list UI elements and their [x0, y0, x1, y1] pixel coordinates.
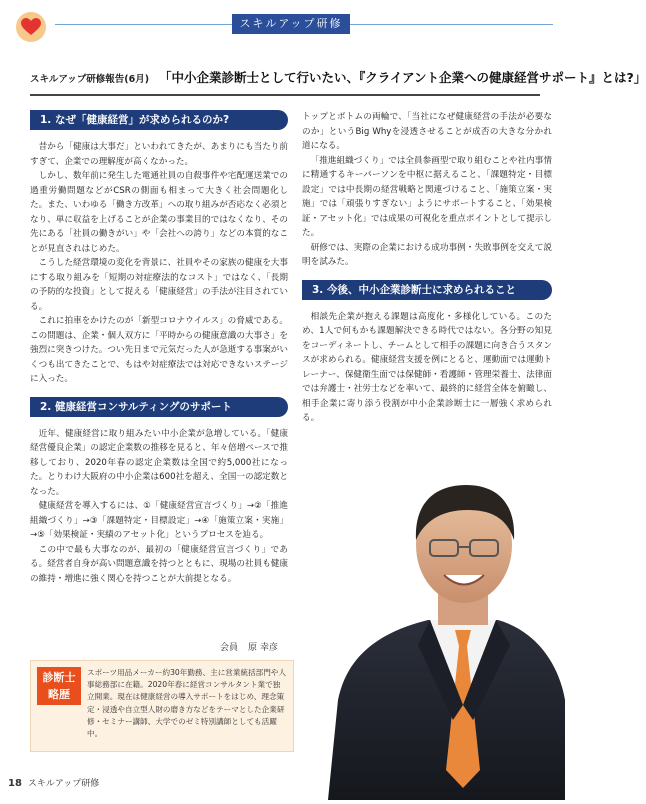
- section1-paragraph: こうした経営環境の変化を背景に、社員やその家族の健康を大事にする取り組みを「短期の対症療法的なコスト」ではなく、「長期の予防的な投資」として捉える「健康経営」の手法が注目されている。: [30, 258, 288, 312]
- portrait-illustration: [318, 470, 565, 800]
- author-photo: [318, 470, 565, 800]
- section3-paragraph: 相談先企業が抱える課題は高度化・多様化している。このため、1人で何もかも課題解決できる時代ではない。各分野の知見をコーディネートし、チームとして相手の課題に向き合うスタンスが求められる。健康経営支援を例にとると、運動面では運動トレーナー、保健衛生面では保健師・看護師・管理栄養士、法律面では弁護士・社労士などを率いて、最終的に経営全体を俯瞰し、相手企業に寄り添う役割が中小企業診断士に一層強く求められる。: [302, 311, 552, 423]
- profile-tag-line2: 略歴: [48, 688, 70, 701]
- author-role: 会員: [220, 643, 239, 653]
- author-credit: [220, 640, 278, 653]
- heart-badge: [16, 12, 46, 42]
- section1-paragraph: 昔から「健康は大事だ」といわれてきたが、あまりにも当たり前すぎて、企業での理解度が高くなかった。: [30, 142, 288, 167]
- section3-heading: 3. 今後、中小企業診断士に求められること: [302, 280, 552, 300]
- profile-text: スポーツ用品メーカー約30年勤務、主に営業統括部門や人事総務部に在籍。2020年春に経営コンサルタント業で独立開業。現在は健康経営の導入サポートをはじめ、理念策定・浸透や自立型人財の磨き方などをテーマとした企業研修・セミナー講師、大学でのゼミ特別講師としても活躍中。: [87, 668, 287, 739]
- page-footer: [8, 776, 99, 789]
- section1-heading: 1. なぜ「健康経営」が求められるのか?: [30, 110, 288, 130]
- report-header: [30, 68, 646, 90]
- profile-box: [30, 660, 294, 752]
- footer-publication: スキルアップ研修: [27, 779, 100, 789]
- heart-icon: [21, 18, 41, 36]
- section-tag: スキルアップ研修: [232, 14, 350, 34]
- section1-paragraph: これに拍車をかけたのが「新型コロナウイルス」の脅威である。この問題は、企業・個人双方に「平時からの健康意識の大事さ」を強烈に突きつけた。つい先日まで元気だった人が急逝する事案がいくつも出てきたことで、もはや対症療法では対応できないステージに入った。: [30, 316, 288, 384]
- right-paragraph: 「推進組織づくり」では全員参画型で取り組むことや社内事情に精通するキーパーソンを中枢に据えること、「課題特定・目標設定」では中長期の経営戦略と関連づけること、「施策立案・実施」では「頑張りすぎない」ようにサポートすること、「効果検証・アセット化」では成果の可視化を重点ポイントとして提示した。: [302, 155, 552, 238]
- section2-heading: 2. 健康経営コンサルティングのサポート: [30, 397, 288, 417]
- page-number: 18: [8, 778, 22, 789]
- right-column: [302, 110, 552, 426]
- report-title: 「中小企業診断士として行いたい、『クライアント企業への健康経営サポート』とは?」: [159, 70, 646, 85]
- report-divider: [30, 94, 540, 96]
- right-paragraph: 研修では、実際の企業における成功事例・失敗事例を交えて説明を試みた。: [302, 242, 552, 267]
- author-name: 原 幸彦: [248, 643, 278, 653]
- section2-paragraph: この中で最も大事なのが、最初の「健康経営宣言づくり」である。経営者自身が高い問題意識を持つとともに、現場の社員も健康の維持・増進に強く関心を持つことが大前提となる。: [30, 544, 288, 584]
- section2-paragraph: 健康経営を導入するには、①「健康経営宣言づくり」→②「推進組織づくり」→③「課題特定・目標設定」→④「施策立案・実施」→⑤「効果検証・実績のアセット化」というプロセスを辿る。: [30, 501, 288, 540]
- left-column: [30, 110, 288, 586]
- section1-paragraph: しかし、数年前に発生した電通社員の自殺事件や宅配運送業での過重労働問題などがCSRの側面も相まって大きく社会問題化した。また、いわゆる「働き方改革」への取り組みが否応なく必須となり、単に収益を上げることが企業の事業目的ではなくなり、その先にある「社員の働きがい」や「会社への誇り」などの本質的なことが見直されはじめた。: [30, 171, 288, 254]
- section2-paragraph: 近年、健康経営に取り組みたい中小企業が急増している。「健康経営優良企業」の認定企業数の推移を見ると、年々倍増ペースで推移しており、2020年春の認定企業数は全国で約5,000社になった。とりわけ大阪府の中小企業は600社を超え、全国一の認定数となった。: [30, 428, 288, 497]
- continued-paragraph: トップとボトムの両輪で、「当社になぜ健康経営の手法が必要なのか」というBig Whyを浸透させることが成否の大きな分かれ道になる。: [302, 112, 552, 151]
- profile-tag-line1: 診断士: [42, 671, 76, 684]
- profile-tag: [37, 667, 81, 705]
- report-label: スキルアップ研修報告(6月): [30, 74, 150, 85]
